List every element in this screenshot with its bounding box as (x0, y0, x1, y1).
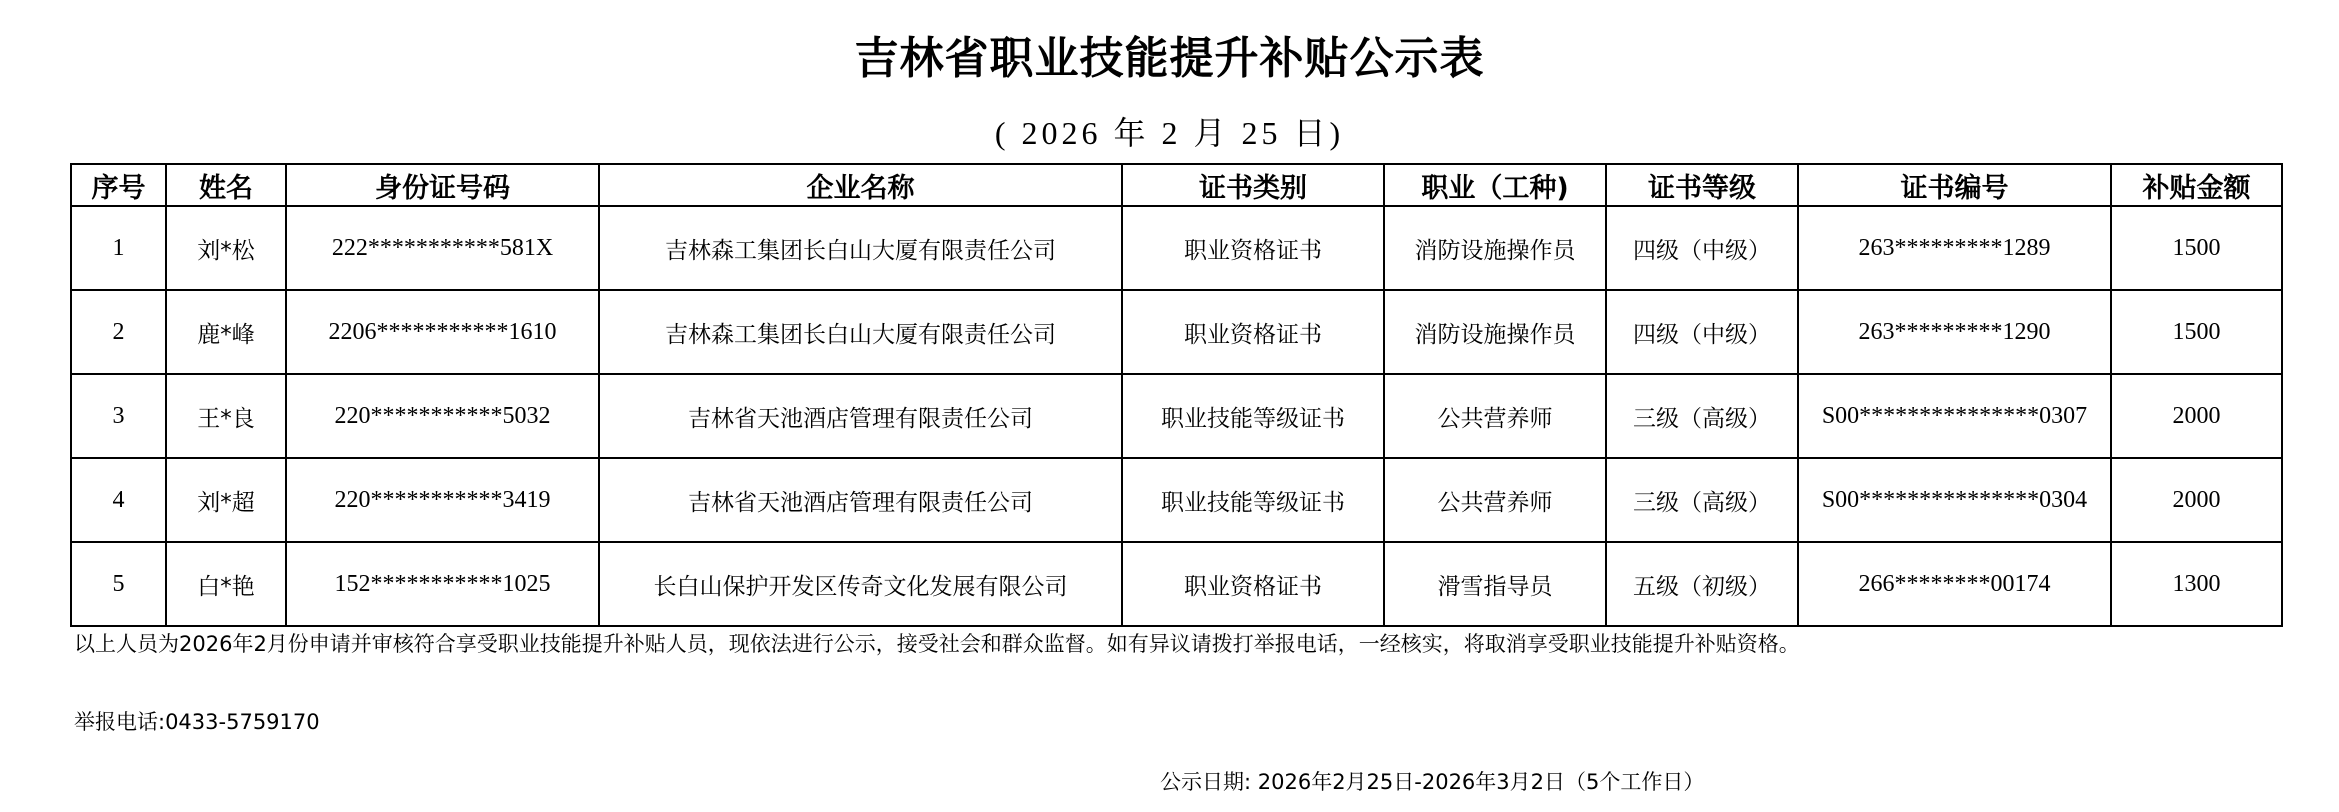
cell-certificate-type: 职业资格证书 (1122, 290, 1384, 374)
cell-id-number: 220***********3419 (286, 458, 599, 542)
cell-index: 3 (71, 374, 166, 458)
cell-company: 吉林省天池酒店管理有限责任公司 (599, 374, 1122, 458)
cell-certificate-level: 四级（中级） (1606, 290, 1798, 374)
cell-occupation: 滑雪指导员 (1384, 542, 1606, 626)
cell-certificate-level: 三级（高级） (1606, 458, 1798, 542)
cell-subsidy-amount: 2000 (2111, 374, 2282, 458)
cell-certificate-level: 三级（高级） (1606, 374, 1798, 458)
cell-company: 吉林森工集团长白山大厦有限责任公司 (599, 206, 1122, 290)
publicity-period: 公示日期: 2026年2月25日-2026年3月2日（5个工作日） (1160, 770, 1705, 794)
header-id-number: 身份证号码 (286, 164, 599, 206)
cell-certificate-number: 266********00174 (1798, 542, 2111, 626)
cell-name: 白*艳 (166, 542, 286, 626)
subsidy-table (70, 163, 2283, 627)
page-title: 吉林省职业技能提升补贴公示表 (854, 33, 1485, 84)
header-certificate-level: 证书等级 (1606, 164, 1798, 206)
cell-id-number: 152***********1025 (286, 542, 599, 626)
table-row (71, 206, 2282, 290)
cell-certificate-type: 职业技能等级证书 (1122, 374, 1384, 458)
cell-certificate-level: 五级（初级） (1606, 542, 1798, 626)
cell-name: 刘*超 (166, 458, 286, 542)
cell-index: 1 (71, 206, 166, 290)
publicity-note: 以上人员为2026年2月份申请并审核符合享受职业技能提升补贴人员，现依法进行公示，接受社会和群众监督。如有异议请拨打举报电话，一经核实，将取消享受职业技能提升补贴资格。 (74, 632, 1800, 656)
cell-company: 吉林森工集团长白山大厦有限责任公司 (599, 290, 1122, 374)
cell-company: 吉林省天池酒店管理有限责任公司 (599, 458, 1122, 542)
cell-id-number: 2206***********1610 (286, 290, 599, 374)
announcement-date: ( 2026 年 2 月 25 日) (994, 115, 1345, 151)
header-name: 姓名 (166, 164, 286, 206)
cell-occupation: 消防设施操作员 (1384, 290, 1606, 374)
cell-id-number: 222***********581X (286, 206, 599, 290)
table-row (71, 290, 2282, 374)
header-company: 企业名称 (599, 164, 1122, 206)
cell-certificate-number: 263*********1289 (1798, 206, 2111, 290)
header-certificate-number: 证书编号 (1798, 164, 2111, 206)
cell-certificate-number: S00***************0304 (1798, 458, 2111, 542)
cell-occupation: 消防设施操作员 (1384, 206, 1606, 290)
cell-occupation: 公共营养师 (1384, 458, 1606, 542)
cell-subsidy-amount: 1300 (2111, 542, 2282, 626)
header-subsidy-amount: 补贴金额 (2111, 164, 2282, 206)
header-index: 序号 (71, 164, 166, 206)
table-row (71, 542, 2282, 626)
cell-id-number: 220***********5032 (286, 374, 599, 458)
report-phone: 举报电话:0433-5759170 (74, 710, 320, 734)
cell-index: 4 (71, 458, 166, 542)
cell-subsidy-amount: 1500 (2111, 290, 2282, 374)
cell-name: 刘*松 (166, 206, 286, 290)
cell-index: 2 (71, 290, 166, 374)
cell-certificate-number: 263*********1290 (1798, 290, 2111, 374)
header-certificate-type: 证书类别 (1122, 164, 1384, 206)
cell-name: 鹿*峰 (166, 290, 286, 374)
cell-certificate-level: 四级（中级） (1606, 206, 1798, 290)
table-row (71, 374, 2282, 458)
cell-certificate-number: S00***************0307 (1798, 374, 2111, 458)
cell-index: 5 (71, 542, 166, 626)
cell-certificate-type: 职业资格证书 (1122, 206, 1384, 290)
cell-name: 王*良 (166, 374, 286, 458)
table-row (71, 458, 2282, 542)
cell-subsidy-amount: 2000 (2111, 458, 2282, 542)
table-header-row (71, 164, 2282, 206)
cell-company: 长白山保护开发区传奇文化发展有限公司 (599, 542, 1122, 626)
cell-subsidy-amount: 1500 (2111, 206, 2282, 290)
cell-certificate-type: 职业技能等级证书 (1122, 458, 1384, 542)
cell-occupation: 公共营养师 (1384, 374, 1606, 458)
cell-certificate-type: 职业资格证书 (1122, 542, 1384, 626)
header-occupation: 职业（工种) (1384, 164, 1606, 206)
